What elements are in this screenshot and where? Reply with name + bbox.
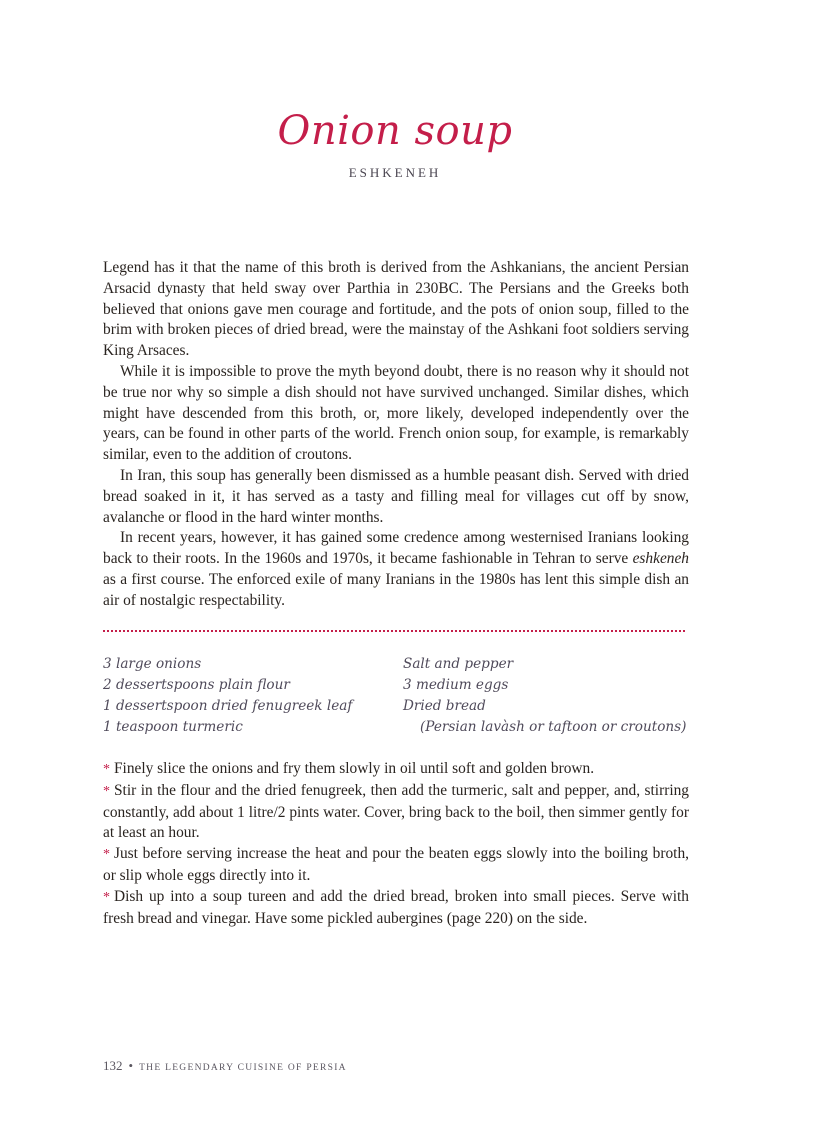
asterisk-bullet-icon: * <box>103 889 110 905</box>
footer-separator: • <box>128 1058 134 1073</box>
ingredients-column-right <box>403 654 693 738</box>
intro-paragraph: In Iran, this soup has generally been dismissed as a humble peasant dish. Served with dried bread soaked in it, it has served as a tasty and filling meal for villages cut off by snow, avalanche or flood in the hard winter months. <box>103 466 689 526</box>
page-number: 132 <box>103 1058 123 1073</box>
ingredient-item: 1 dessertspoon dried fenugreek leaf <box>103 698 353 714</box>
ingredient-item: Salt and pepper <box>403 656 514 672</box>
ingredient-item: 3 large onions <box>103 656 202 672</box>
dish-name-italic: eshkeneh <box>632 550 689 568</box>
intro-paragraph <box>103 528 689 611</box>
ingredients-column-left <box>103 654 393 738</box>
ingredient-item: Dried bread <box>403 698 486 714</box>
ingredient-item: 1 teaspoon turmeric <box>103 719 243 735</box>
method-step <box>103 887 689 930</box>
asterisk-bullet-icon: * <box>103 847 110 863</box>
method-step-text: Stir in the flour and the dried fenugreek, then add the turmeric, salt and pepper, and, stirring constantly, add about 1 litre/2 pints water. Cover, bring back to the boil, then simmer gently for at least an hour. <box>103 781 689 842</box>
method-step-text: Finely slice the onions and fry them slowly in oil until soft and golden brown. <box>114 760 595 777</box>
ingredient-item: 2 dessertspoons plain flour <box>103 677 290 693</box>
dotted-divider <box>103 630 685 632</box>
recipe-subtitle: ESHKENEH <box>348 165 442 180</box>
method-steps <box>103 759 689 929</box>
ingredient-item: 3 medium eggs <box>403 677 509 693</box>
intro-paragraph: Legend has it that the name of this broth is derived from the Ashkanians, the ancient Persian Arsacid dynasty that held sway over Parthia in 230BC. The Persians and the Greeks both believed that onions gave men courage and fortitude, and the pots of onion soup, filled to the brim with broken pieces of dried bread, were the mainstay of the Ashkani foot soldiers serving King Arsaces. <box>103 259 689 360</box>
method-step-text: Just before serving increase the heat and pour the beaten eggs slowly into the boiling broth, or slip whole eggs directly into it. <box>103 845 689 884</box>
intro-text-fragment: In recent years, however, it has gained some credence among westernised Iranians looking back to their roots. In the 1960s and 1970s, it became fashionable in Tehran to serve <box>103 529 689 568</box>
method-step <box>103 781 689 844</box>
method-step <box>103 759 689 781</box>
book-title: THE LEGENDARY CUISINE OF PERSIA <box>139 1063 347 1073</box>
ingredient-note: (Persian lavàsh or taftoon or croutons) <box>420 719 687 735</box>
asterisk-bullet-icon: * <box>103 783 110 799</box>
method-step <box>103 844 689 887</box>
method-step-text: Dish up into a soup tureen and add the dried bread, broken into small pieces. Serve with fresh bread and vinegar. Have some pickled aubergines (page 220) on the side. <box>103 887 689 927</box>
intro-text <box>103 258 689 612</box>
page-footer <box>103 1058 347 1074</box>
asterisk-bullet-icon: * <box>103 762 110 777</box>
recipe-title: Onion soup <box>277 108 513 154</box>
intro-paragraph: While it is impossible to prove the myth beyond doubt, there is no reason why it should not be true nor why so simple a dish should not have survived unchanged. Similar dishes, which might have descended from this broth, or, more likely, developed independently over the years, can be found in other parts of the world. French onion soup, for example, is remarkably similar, even to the addition of croutons. <box>103 362 689 464</box>
intro-text-fragment: as a first course. The enforced exile of many Iranians in the 1980s has lent this simple dish an air of nostalgic respectability. <box>103 570 689 609</box>
